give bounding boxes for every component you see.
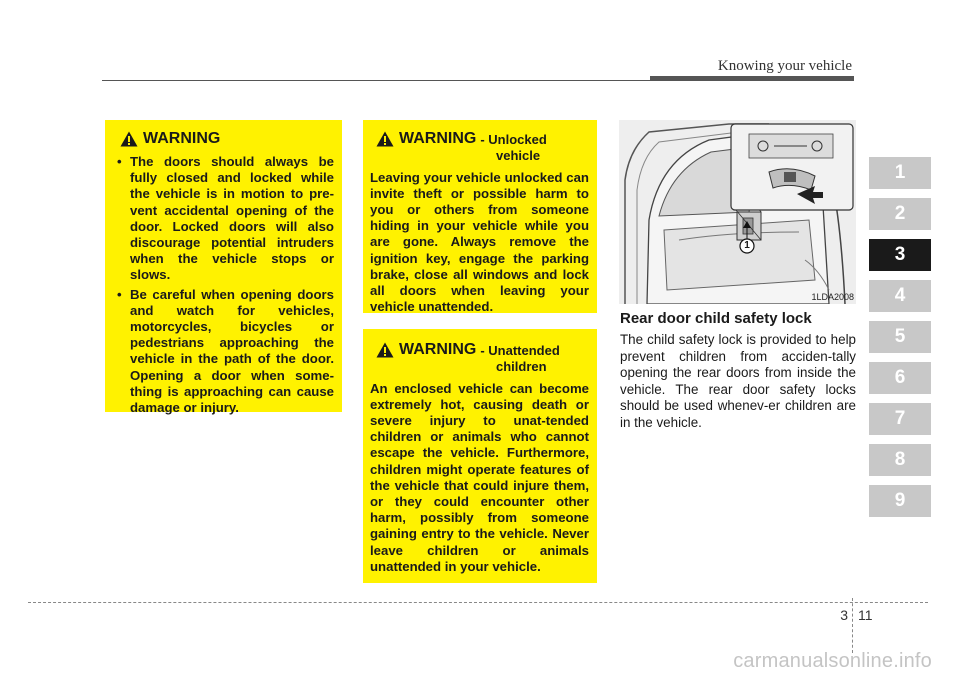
chapter-tab-5[interactable]: 5 <box>869 321 931 353</box>
running-header: Knowing your vehicle <box>717 58 852 74</box>
chapter-tab-6[interactable]: 6 <box>869 362 931 394</box>
callout-number: 1 <box>744 240 750 251</box>
warning-subtitle-cont: vehicle <box>496 148 541 163</box>
warning-body: Leaving your vehicle unlocked can invite theft or possible harm to you or others from someone hiding in your vehicle while you are gone. Always remove the ignition key, engage the parking brake, close all windows and lock all doors when leaving your vehicle unattended. <box>370 169 589 315</box>
chapter-tab-3[interactable]: 3 <box>869 239 931 271</box>
rear-door-illustration <box>619 120 856 304</box>
chapter-tab-4[interactable]: 4 <box>869 280 931 312</box>
chapter-tab-9[interactable]: 9 <box>869 485 931 517</box>
footer-chapter-number: 3 <box>840 607 848 623</box>
warning-subtitle-cont: children <box>496 359 547 374</box>
footer-separator <box>852 598 853 653</box>
header-rule-accent <box>650 76 854 81</box>
door-drawing <box>619 120 856 304</box>
chapter-tab-7[interactable]: 7 <box>869 403 931 435</box>
warning-box-unlocked-vehicle <box>363 120 597 313</box>
section-title: Rear door child safety lock <box>620 310 812 327</box>
warning-title: WARNING <box>399 341 477 358</box>
warning-title: WARNING <box>143 130 221 147</box>
warning-title: WARNING <box>399 130 477 147</box>
footer-rule <box>28 602 928 603</box>
warning-subtitle: - Unattended <box>480 343 560 358</box>
warning-triangle-icon <box>120 131 138 147</box>
warning-body: An enclosed vehicle can become extremely hot, causing death or severe injury to unat-tended children or animals who cannot escape the vehicle. Furthermore, children might operate features of the vehicle that could injure them, or they could encounter other harm, possibly from someone gaining entry to the vehicle. Never leave children or animals unattended in your vehicle. <box>370 380 589 574</box>
warning-box-doors <box>105 120 342 416</box>
watermark: carmanualsonline.info <box>733 650 932 672</box>
warning-triangle-icon <box>376 342 394 358</box>
chapter-tab-1[interactable]: 1 <box>869 157 931 189</box>
warning-bullet: • The doors should always be fully closed and locked while the vehicle is in motion to pre-vent accidental opening of the door. Locked doors will also discourage potential intruders when the vehicle stops or slows. <box>116 154 334 284</box>
chapter-tab-8[interactable]: 8 <box>869 444 931 476</box>
footer-page-number: 11 <box>858 607 873 623</box>
chapter-tab-2[interactable]: 2 <box>869 198 931 230</box>
warning-bullet: • Be careful when opening doors and watch for vehicles, motorcycles, bicycles or pedestrians approaching the vehicle in the path of the door. Opening a door when some-thing is approaching can cause damage or injury. <box>116 287 334 417</box>
section-body: The child safety lock is provided to help prevent children from acciden-tally opening the rear doors from inside the vehicle. The rear door safety locks should be used whenev-er children are in the vehicle. <box>620 332 856 430</box>
warning-bullet-list <box>116 154 334 416</box>
figure-code: 1LDA2008 <box>811 292 854 302</box>
header-rule <box>102 80 650 81</box>
warning-subtitle: - Unlocked <box>480 132 547 147</box>
warning-triangle-icon <box>376 131 394 147</box>
warning-box-unattended-children <box>363 329 597 583</box>
